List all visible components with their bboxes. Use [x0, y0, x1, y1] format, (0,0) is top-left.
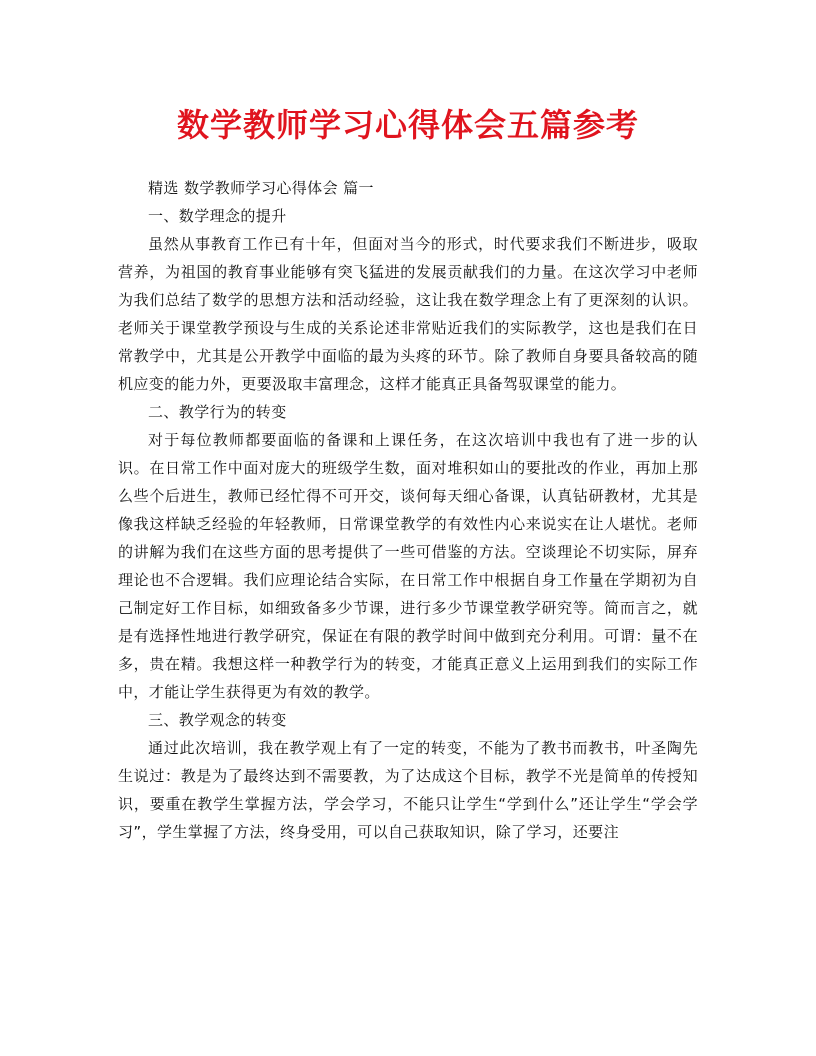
document-title: 数学教师学习心得体会五篇参考 [176, 106, 639, 144]
section-heading-intro: 精选 数学教师学习心得体会 篇一 [148, 179, 374, 197]
paragraph-3: 通过此次培训，我在教学观上有了一定的转变，不能为了教书而教书，叶圣陶先生说过：教是为了最终达到不需要教，为了达成这个目标，教学不光是简单的传授知识，要重在教学生掌握方法，学会学习，不能只让学生“学到什么”还让学生“学会学习”，学生掌握了方法，终身受用，可以自己获取知识，除了学习，还要注 [118, 739, 698, 841]
paragraph-1: 虽然从事教育工作已有十年，但面对当今的形式，时代要求我们不断进步，吸取营养，为祖国的教育事业能够有突飞猛进的发展贡献我们的力量。在这次学习中老师为我们总结了数学的思想方法和活动经验，这让我在数学理念上有了更深刻的认识。老师关于课堂教学预设与生成的关系论述非常贴近我们的实际教学，这也是我们在日常教学中，尤其是公开教学中面临的最为头疼的环节。除了教师自身要具备较高的随机应变的能力外，更要汲取丰富理念，这样才能真正具备驾驭课堂的能力。 [118, 235, 698, 393]
document-body [118, 174, 698, 846]
paragraph-2: 对于每位教师都要面临的备课和上课任务，在这次培训中我也有了进一步的认识。在日常工作中面对庞大的班级学生数，面对堆积如山的要批改的作业，再加上那么些个后进生，教师已经忙得不可开交，谈何每天细心备课，认真钻研教材，尤其是像我这样缺乏经验的年轻教师，日常课堂教学的有效性内心来说实在让人堪忧。老师的讲解为我们在这些方面的思考提供了一些可借鉴的方法。空谈理论不切实际，屏弃理论也不合逻辑。我们应理论结合实际，在日常工作中根据自身工作量在学期初为自己制定好工作目标，如细致备多少节课，进行多少节课堂教学研究等。简而言之，就是有选择性地进行教学研究，保证在有限的教学时间中做到充分利用。可谓：量不在多，贵在精。我想这样一种教学行为的转变，才能真正意义上运用到我们的实际工作中，才能让学生获得更为有效的教学。 [118, 431, 698, 701]
section-heading-3: 三、教学观念的转变 [148, 711, 287, 729]
section-heading-1: 一、数学理念的提升 [148, 207, 287, 225]
section-heading-2: 二、教学行为的转变 [148, 403, 287, 421]
